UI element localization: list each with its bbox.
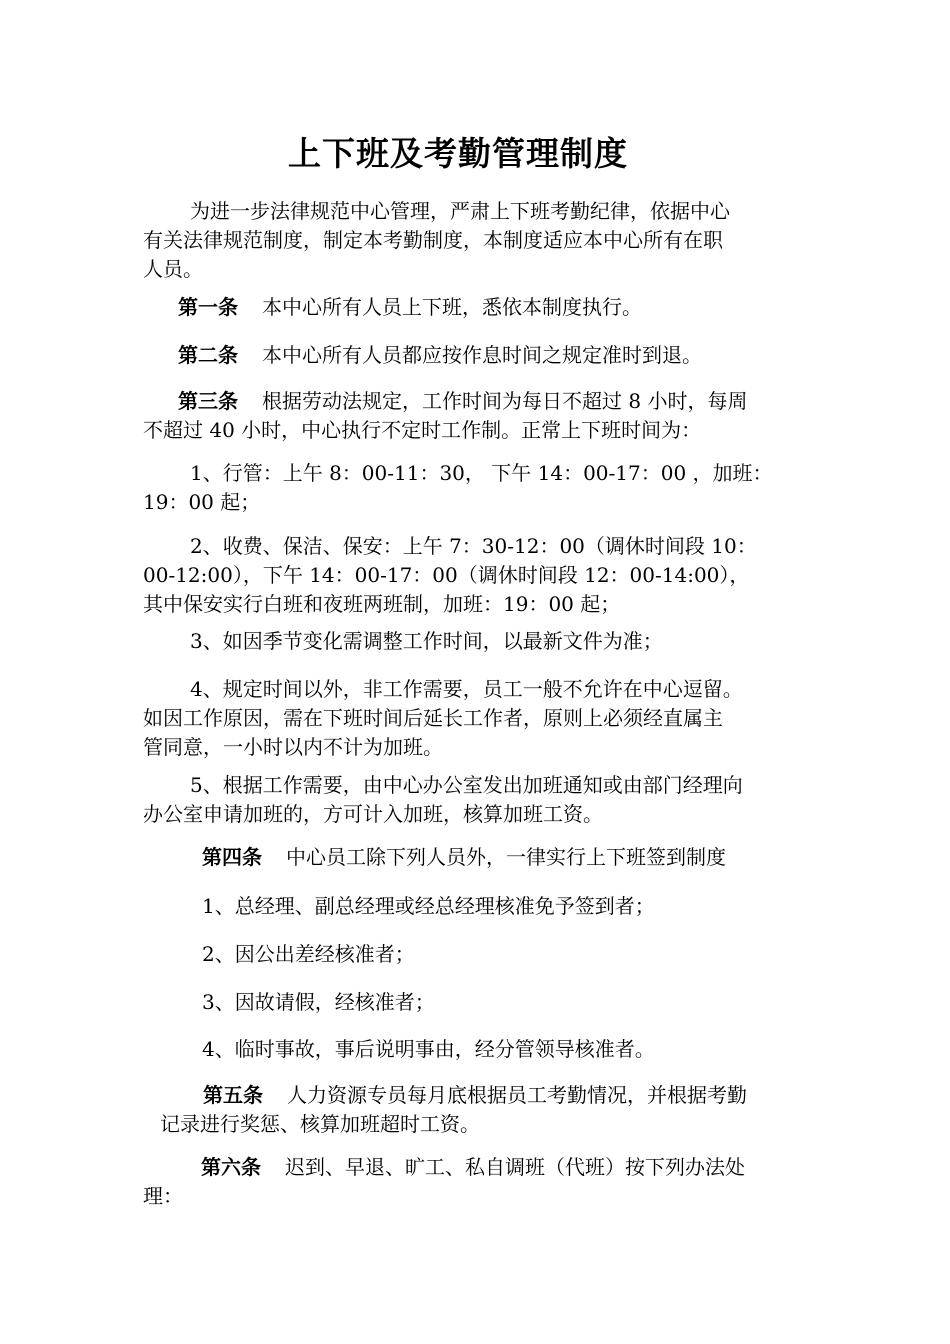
item-line: 1、行管：上午 8：00-11：30， 下午 14：00-17：00 ，加班：	[190, 461, 773, 485]
article-text: 记录进行奖惩、核算加班超时工资。	[160, 1112, 480, 1136]
article-6	[143, 1153, 745, 1211]
article-1	[178, 293, 642, 322]
article-label: 第五条	[203, 1083, 263, 1107]
intro-line: 有关法律规范制度，制定本考勤制度，本制度适应本中心所有在职	[143, 228, 723, 252]
item-line: 2、收费、保洁、保安：上午 7：30-12：00（调休时间段 10：	[190, 534, 757, 558]
item-3-2	[143, 532, 757, 619]
item-3-4	[143, 675, 743, 762]
item-line: 4、规定时间以外，非工作需要，员工一般不允许在中心逗留。	[190, 677, 743, 701]
article-label: 第一条	[178, 295, 238, 319]
article-label: 第四条	[202, 845, 262, 869]
intro-line: 人员。	[143, 257, 203, 281]
article-text: 本中心所有人员都应按作息时间之规定准时到退。	[262, 343, 702, 367]
item-3-5	[143, 771, 743, 829]
item-line: 其中保安实行白班和夜班两班制，加班：19：00 起；	[143, 592, 621, 616]
item-3-3	[143, 627, 663, 656]
item-line: 00-12:00），下午 14：00-17：00（调休时间段 12：00-14:00），	[143, 563, 750, 587]
item-line: 管同意，一小时以内不计为加班。	[143, 735, 443, 759]
article-text: 理：	[143, 1184, 183, 1208]
item-line: 19：00 起；	[143, 490, 261, 514]
article-text: 本中心所有人员上下班，悉依本制度执行。	[262, 295, 642, 319]
article-text: 中心员工除下列人员外，一律实行上下班签到制度	[286, 845, 726, 869]
item-4-1: 1、总经理、副总经理或经总经理核准免予签到者；	[202, 894, 655, 918]
item-3-1	[143, 459, 773, 517]
article-text: 不超过 40 小时，中心执行不定时工作制。正常上下班时间为：	[143, 418, 702, 442]
article-label: 第三条	[178, 389, 238, 413]
item-line: 办公室申请加班的，方可计入加班，核算加班工资。	[143, 802, 603, 826]
article-text: 根据劳动法规定，工作时间为每日不超过 8 小时，每周	[262, 389, 748, 413]
item-4-2: 2、因公出差经核准者；	[202, 942, 415, 966]
article-4	[202, 843, 726, 872]
item-line: 如因工作原因，需在下班时间后延长工作者，原则上必须经直属主	[143, 706, 723, 730]
intro-line: 为进一步法律规范中心管理，严肃上下班考勤纪律，依据中心	[190, 199, 730, 223]
intro-paragraph	[143, 197, 730, 284]
article-2	[178, 341, 702, 370]
item-4-4: 4、临时事故，事后说明事由，经分管领导核准者。	[202, 1037, 655, 1061]
article-label: 第六条	[201, 1155, 261, 1179]
article-5	[160, 1081, 747, 1139]
article-text: 迟到、早退、旷工、私自调班（代班）按下列办法处	[285, 1155, 745, 1179]
document-title: 上下班及考勤管理制度	[288, 134, 628, 173]
item-line: 5、根据工作需要，由中心办公室发出加班通知或由部门经理向	[190, 773, 743, 797]
item-line: 3、如因季节变化需调整工作时间，以最新文件为准；	[190, 629, 663, 653]
article-text: 人力资源专员每月底根据员工考勤情况，并根据考勤	[287, 1083, 747, 1107]
item-4-3: 3、因故请假，经核准者；	[202, 990, 435, 1014]
article-label: 第二条	[178, 343, 238, 367]
article-3	[143, 387, 747, 445]
